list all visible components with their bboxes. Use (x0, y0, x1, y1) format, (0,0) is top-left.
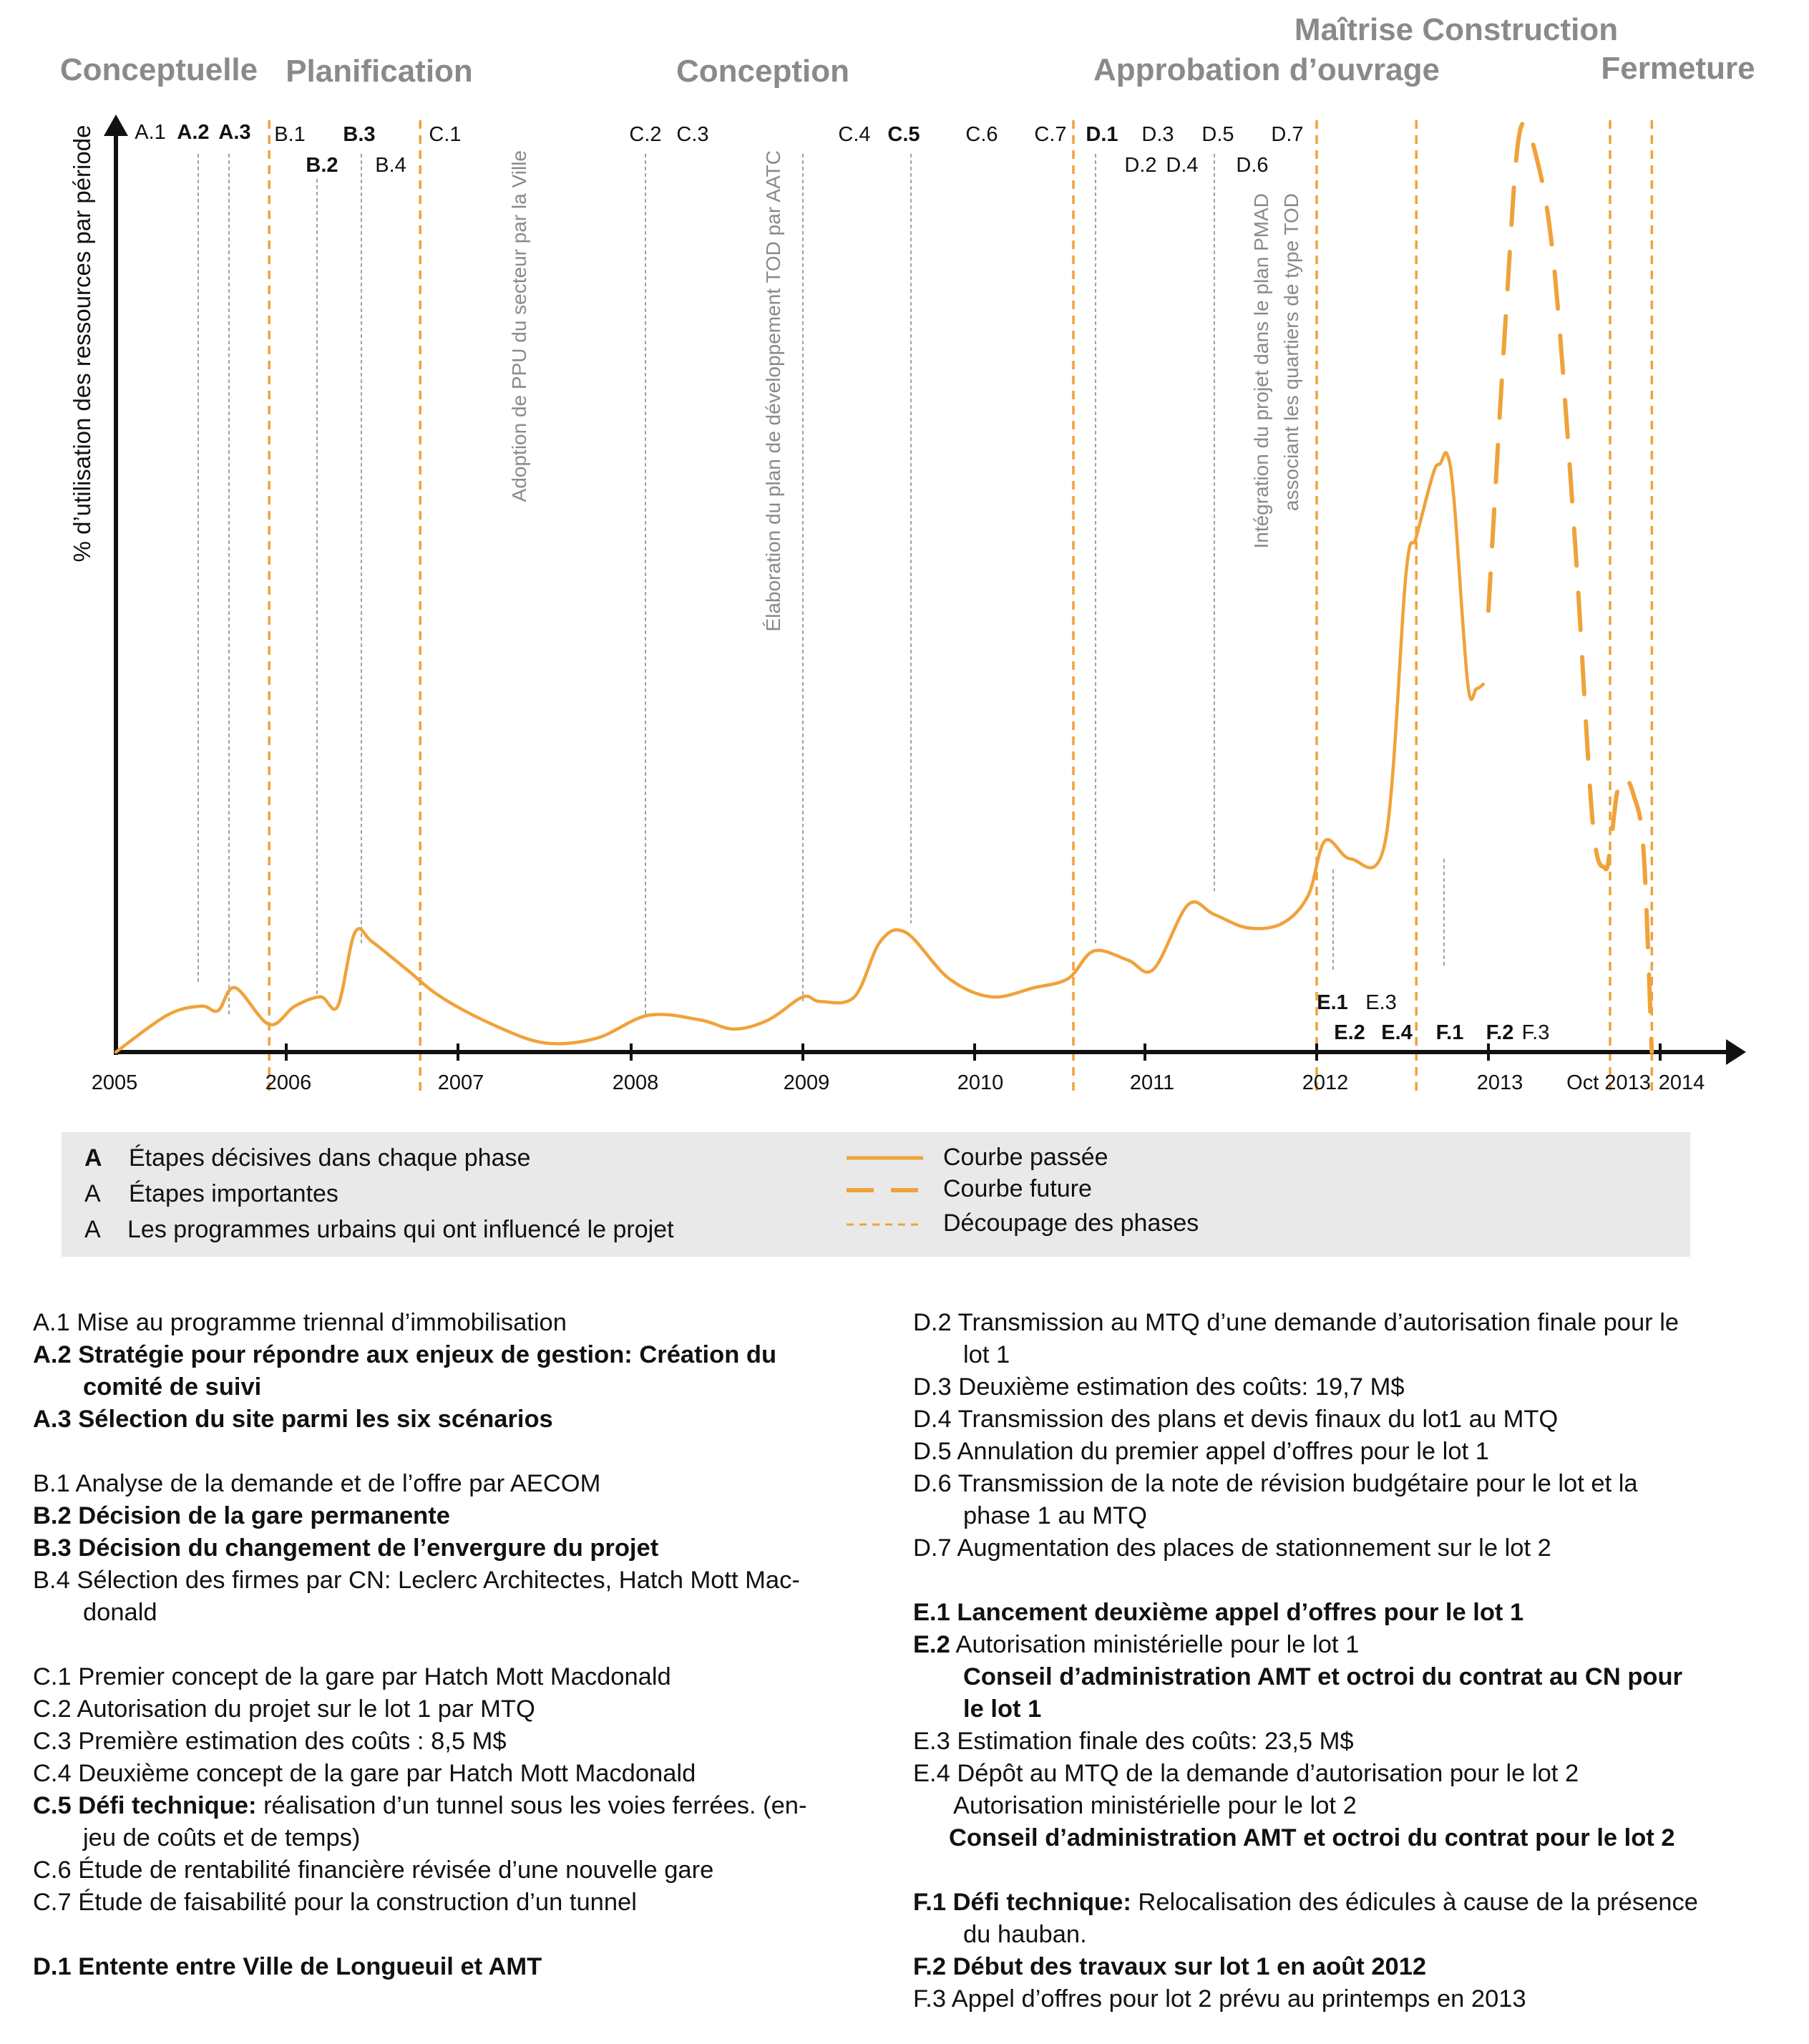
phase-title: Approbation d’ouvrage (1093, 52, 1440, 87)
series-line-past (116, 452, 1483, 1052)
x-tick-label: 2005 (91, 1071, 138, 1094)
milestone-C-4: C.4 (838, 123, 871, 146)
note-B-4 (33, 1564, 877, 1629)
milestone-E-4: E.4 (1381, 1021, 1413, 1044)
program-label: associant les quartiers de type TOD (1280, 193, 1302, 512)
note-code: D.7 (913, 1534, 952, 1562)
milestone-E-3: E.3 (1365, 991, 1397, 1014)
legend-marker-decisive: A (84, 1144, 102, 1172)
note-text: Transmission de la note de révision budgétaire pour le lot et la (957, 1470, 1638, 1497)
notes-right (913, 1307, 1793, 2015)
note-text: Entente entre Ville de Longueuil et AMT (78, 1953, 542, 1980)
note-D-3 (913, 1371, 1793, 1403)
series-line-future (1488, 122, 1652, 1052)
legend-text-important: Étapes importantes (129, 1180, 338, 1207)
note-gap (33, 1629, 877, 1661)
program-label: Intégration du projet dans le plan PMAD (1250, 193, 1272, 549)
milestone-C-6: C.6 (965, 123, 998, 146)
note-text: Décision du changement de l’envergure du projet (78, 1534, 659, 1562)
note-text: Sélection du site parmi les six scénarios (78, 1406, 553, 1433)
legend-text-decisive: Étapes décisives dans chaque phase (129, 1144, 531, 1172)
milestone-E-2: E.2 (1334, 1021, 1365, 1044)
note-continuation: phase 1 au MTQ (963, 1502, 1147, 1529)
axes (104, 115, 1746, 1065)
note-text: Étude de rentabilité financière révisée d’une nouvelle gare (78, 1856, 714, 1884)
note-C-5 (33, 1790, 877, 1854)
note-code: C.4 (33, 1760, 72, 1787)
note-text: Étude de faisabilité pour la construction d’un tunnel (78, 1889, 637, 1916)
note-text: Début des travaux sur lot 1 en août 2012 (952, 1953, 1427, 1980)
x-tick-label: 2010 (957, 1071, 1004, 1094)
x-axis-arrow-icon (1726, 1039, 1746, 1065)
milestone-D-5: D.5 (1201, 123, 1234, 146)
milestone-B-1: B.1 (274, 123, 306, 146)
legend-text-future: Courbe future (943, 1175, 1092, 1202)
x-tick-label: 2007 (437, 1071, 484, 1094)
note-text: Deuxième estimation des coûts: 19,7 M$ (958, 1373, 1405, 1401)
note-D-5 (913, 1436, 1793, 1468)
note-E-3 (913, 1726, 1793, 1758)
notes-left (33, 1307, 877, 1983)
note-text: Autorisation du projet sur le lot 1 par MTQ (77, 1695, 535, 1723)
program-label: Adoption de PPU du secteur par la Ville (508, 150, 530, 502)
note-continuation: du hauban. (963, 1921, 1087, 1948)
legend-marker-important: A (84, 1180, 101, 1207)
program-labels (508, 150, 1302, 631)
milestone-F-1: F.1 (1435, 1021, 1464, 1044)
phase-title: Planification (286, 54, 473, 89)
milestone-A-3: A.3 (218, 121, 251, 144)
milestone-F-2: F.2 (1486, 1021, 1514, 1044)
x-tick-label: Oct 2013 (1566, 1071, 1651, 1094)
note-D-7 (913, 1532, 1793, 1564)
y-axis-arrow-icon (104, 115, 128, 136)
note-D-4 (913, 1403, 1793, 1436)
note-text: Appel d’offres pour lot 2 prévu au printemps en 2013 (951, 1985, 1526, 2013)
note-code: C.6 (33, 1856, 72, 1884)
note-D-6 (913, 1468, 1793, 1532)
note-code: C.1 (33, 1663, 72, 1690)
note-A-1 (33, 1307, 877, 1339)
note-C-3 (33, 1726, 877, 1758)
milestone-D-6: D.6 (1236, 154, 1269, 177)
note-continuation: jeu de coûts et de temps) (83, 1824, 361, 1851)
note-lead: Défi technique: (78, 1792, 257, 1819)
x-tick-label: 2014 (1658, 1071, 1705, 1094)
x-tick-label: 2006 (265, 1071, 312, 1094)
note-code: B.4 (33, 1567, 70, 1594)
note-continuation: donald (83, 1599, 157, 1626)
note-B-1 (33, 1468, 877, 1500)
note-A-3 (33, 1403, 877, 1436)
x-tick-label: 2009 (783, 1071, 830, 1094)
note-gap (913, 1854, 1793, 1887)
phase-title: Maîtrise Construction (1294, 12, 1619, 47)
note-continuation-bold: le lot 1 (963, 1695, 1042, 1723)
note-text: réalisation d’un tunnel sous les voies ferrées. (en- (263, 1792, 807, 1819)
milestone-C-3: C.3 (676, 123, 709, 146)
x-tick-label: 2008 (612, 1071, 659, 1094)
phase-divider-lines (269, 120, 1652, 1095)
milestone-D-4: D.4 (1166, 154, 1199, 177)
note-continuation: Autorisation ministérielle pour le lot 2 (953, 1792, 1357, 1819)
note-text: Sélection des firmes par CN: Leclerc Architectes, Hatch Mott Mac- (77, 1567, 800, 1594)
note-code: A.3 (33, 1406, 72, 1433)
note-code: D.5 (913, 1438, 952, 1465)
series (116, 122, 1652, 1052)
note-C-1 (33, 1661, 877, 1693)
x-tick-label: 2012 (1302, 1071, 1349, 1094)
note-code: A.1 (33, 1309, 70, 1336)
note-F-3 (913, 1983, 1793, 2015)
note-continuation: lot 1 (963, 1341, 1010, 1368)
note-text: Première estimation des coûts : 8,5 M$ (78, 1728, 507, 1755)
legend-text-past: Courbe passée (943, 1144, 1108, 1171)
milestone-D-7: D.7 (1271, 123, 1304, 146)
note-code: B.2 (33, 1502, 72, 1529)
note-code: F.1 (913, 1889, 947, 1916)
milestone-B-4: B.4 (375, 154, 406, 177)
note-code: D.4 (913, 1406, 952, 1433)
note-code: F.2 (913, 1953, 947, 1980)
note-C-4 (33, 1758, 877, 1790)
y-axis-label: % d’utilisation des ressources par période (69, 125, 95, 563)
note-F-1 (913, 1887, 1793, 1951)
note-text: Estimation finale des coûts: 23,5 M$ (957, 1728, 1354, 1755)
note-continuation-bold: Conseil d’administration AMT et octroi du contrat au CN pour (963, 1663, 1682, 1690)
note-B-3 (33, 1532, 877, 1564)
note-code: E.4 (913, 1760, 950, 1787)
note-C-2 (33, 1693, 877, 1726)
note-text: Analyse de la demande et de l’offre par AECOM (75, 1470, 601, 1497)
note-code: D.6 (913, 1470, 952, 1497)
milestone-A-1: A.1 (135, 121, 166, 144)
note-text: Stratégie pour répondre aux enjeux de gestion: Création du (78, 1341, 777, 1368)
note-E-2 (913, 1629, 1793, 1726)
note-code: C.7 (33, 1889, 72, 1916)
milestone-B-2: B.2 (306, 154, 338, 177)
note-text: Premier concept de la gare par Hatch Mott Macdonald (78, 1663, 671, 1690)
note-B-2 (33, 1500, 877, 1532)
legend-text-programs: Les programmes urbains qui ont influencé le projet (127, 1216, 674, 1243)
phase-titles (60, 12, 1755, 89)
milestone-C-1: C.1 (429, 123, 462, 146)
note-continuation-bold: Conseil d’administration AMT et octroi du contrat pour le lot 2 (949, 1824, 1675, 1851)
note-text: Lancement deuxième appel d’offres pour le lot 1 (957, 1599, 1524, 1626)
note-text: Relocalisation des édicules à cause de la présence (1138, 1889, 1698, 1916)
note-F-2 (913, 1951, 1793, 1983)
note-code: D.3 (913, 1373, 952, 1401)
note-lead: Défi technique: (952, 1889, 1131, 1916)
x-tick-label: 2011 (1129, 1071, 1175, 1094)
milestone-C-5: C.5 (887, 123, 920, 146)
note-code: D.1 (33, 1953, 72, 1980)
program-label: Élaboration du plan de développement TOD par AATC (762, 150, 784, 632)
note-text: Décision de la gare permanente (78, 1502, 450, 1529)
note-text: Annulation du premier appel d’offres pour le lot 1 (957, 1438, 1489, 1465)
phase-title: Conception (676, 54, 849, 89)
note-C-6 (33, 1854, 877, 1887)
note-continuation: comité de suivi (83, 1373, 262, 1401)
note-text: Transmission au MTQ d’une demande d’autorisation finale pour le (957, 1309, 1679, 1336)
note-E-4 (913, 1758, 1793, 1854)
phase-title: Conceptuelle (59, 52, 258, 87)
note-code: D.2 (913, 1309, 952, 1336)
milestone-E-1: E.1 (1317, 991, 1348, 1014)
note-text: Augmentation des places de stationnement sur le lot 2 (957, 1534, 1551, 1562)
note-code: F.3 (913, 1985, 947, 2013)
note-gap (33, 1919, 877, 1951)
legend-marker-programs: A (84, 1216, 101, 1243)
note-C-7 (33, 1887, 877, 1919)
legend-text-phases: Découpage des phases (943, 1210, 1199, 1237)
note-code: A.2 (33, 1341, 72, 1368)
note-code: C.5 (33, 1792, 72, 1819)
milestone-A-2: A.2 (177, 121, 210, 144)
note-E-1 (913, 1597, 1793, 1629)
legend (62, 1132, 1690, 1257)
milestone-C-7: C.7 (1034, 123, 1067, 146)
milestone-C-2: C.2 (629, 123, 662, 146)
note-gap (913, 1564, 1793, 1597)
milestone-labels (135, 121, 1549, 1044)
milestone-B-3: B.3 (343, 123, 376, 146)
note-D-1 (33, 1951, 877, 1983)
note-code: B.3 (33, 1534, 72, 1562)
note-code: E.2 (913, 1631, 950, 1658)
note-text: Dépôt au MTQ de la demande d’autorisation pour le lot 2 (957, 1760, 1579, 1787)
note-code: C.2 (33, 1695, 72, 1723)
note-code: E.3 (913, 1728, 950, 1755)
note-text: Mise au programme triennal d’immobilisation (77, 1309, 567, 1336)
milestone-D-3: D.3 (1141, 123, 1174, 146)
note-text: Deuxième concept de la gare par Hatch Mott Macdonald (78, 1760, 696, 1787)
note-code: E.1 (913, 1599, 950, 1626)
milestone-D-1: D.1 (1086, 123, 1118, 146)
milestone-F-3: F.3 (1521, 1021, 1550, 1044)
phase-title: Fermeture (1601, 51, 1755, 86)
note-D-2 (913, 1307, 1793, 1371)
note-gap (33, 1436, 877, 1468)
note-code: B.1 (33, 1470, 70, 1497)
milestone-D-2: D.2 (1124, 154, 1157, 177)
note-text: Transmission des plans et devis finaux du lot1 au MTQ (957, 1406, 1559, 1433)
x-tick-label: 2013 (1476, 1071, 1523, 1094)
note-A-2 (33, 1339, 877, 1403)
note-text: Autorisation ministérielle pour le lot 1 (955, 1631, 1360, 1658)
note-code: C.3 (33, 1728, 72, 1755)
